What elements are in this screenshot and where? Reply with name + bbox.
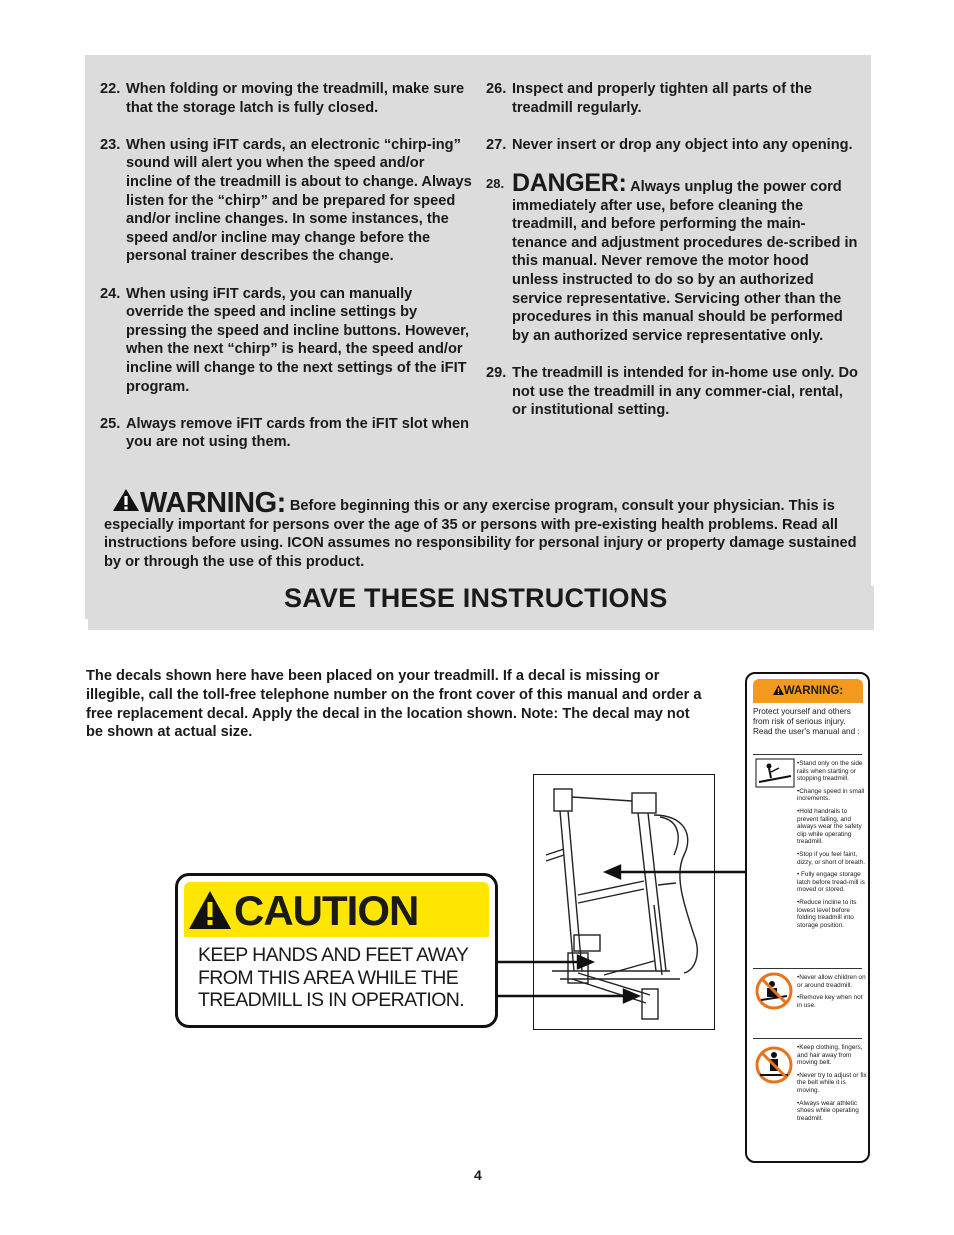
caution-message: KEEP HANDS AND FEET AWAY FROM THIS AREA WHILE THE TREADMILL IS IN OPERATION. [198,944,469,1011]
caution-triangle-icon [188,890,232,930]
warning-decal-intro: Protect yourself and others from risk of serious injury. Read the user's manual and : [753,707,860,736]
instruction-item: 26. Inspect and properly tighten all parts of the treadmill regularly. [486,81,813,116]
danger-item: 28. DANGER: Always unplug the power cord immediately after use, before cleaning the treadmill, and before performing the main-tenance and adjustment procedures de-scribed in this manual. Never remove the motor hood unless instructed to do so by an authorized service representative. Servicing other than the procedures in this manual should be performed by an authorized service representative only. [486,168,858,344]
caution-header [184,882,489,937]
decal-intro-text: The decals shown here have been placed on your treadmill. If a decal is missing or illegible, call the toll-free telephone number on the front cover of this manual and order a free replacement decal. Apply the decal in the location shown. Note: The decal may not be shown at actual size. [86,668,702,741]
warning-notice: WARNING: Before beginning this or any exercise program, consult your physician. This is especially important for persons over the age of 35 or persons with pre-existing health problems. Read all instructions before using. ICON assumes no responsibility for personal injury or property damage sustained by or through the use of this product. [104,487,857,570]
danger-label: DANGER: [512,168,627,197]
warning-label: WARNING: [140,487,286,519]
save-instructions-title: SAVE THESE INSTRUCTIONS [284,583,668,613]
warning-bullets-2: •Never allow children on or around treadmill. •Remove key when not in use. [797,974,866,1009]
warning-decal-header: WARNING: [753,679,863,703]
divider [753,1038,862,1039]
warning-bullets-1: •Stand only on the side rails when starting or stopping treadmill. •Change speed in small increments. •Hold handrails to prevent falling, and always wear the safety clip while operating treadmill. •Stop if you feel faint, dizzy, or short of breath. • Fully engage storage latch before tread-mill is moved or stored. •Reduce incline to its lowest level before folding treadmill into storage position. [797,760,866,929]
instruction-item: 23. When using iFIT cards, an electronic “chirp-ing” sound will alert you when the speed and/or incline of the treadmill is about to change. Always listen for the “chirp” and be prepared for speed and/or incline changes. In some instances, the speed and/or incline may change before the personal trainer describes the change. [100,136,472,265]
divider [753,968,862,969]
caution-title: CAUTION [234,887,419,934]
no-children-icon [755,972,793,1010]
left-column [100,80,472,470]
page-number: 4 [474,1167,482,1183]
moving-belt-hazard-icon [755,1046,793,1084]
instruction-item: 24. When using iFIT cards, you can manually override the speed and incline settings by pressing the speed and incline buttons. However, when the next “chirp” is heard, the speed and/or incline will change to the next settings of the iFIT program. [100,285,470,395]
instruction-item: 25. Always remove iFIT cards from the iFIT slot when you are not using them. [100,415,470,451]
divider [753,754,862,755]
treadmill-illustration [533,774,715,1030]
right-column [486,80,858,438]
warning-bullets-3: •Keep clothing, fingers, and hair away from moving belt. •Never try to adjust or fix the belt while it is moving. •Always wear athletic shoes while operating treadmill. [797,1044,867,1122]
warning-small-triangle-icon [773,685,784,695]
warning-triangle-icon [112,488,140,512]
caution-decal [175,873,498,1028]
warning-decal [745,672,870,1163]
instruction-item: 29. The treadmill is intended for in-home use only. Do not use the treadmill in any commer-cial, rental, or institutional setting. [486,364,858,419]
side-rail-stand-icon [755,758,795,788]
instruction-item: 22. When folding or moving the treadmill, make sure that the storage latch is fully closed. [100,81,465,116]
treadmill-drawing [534,775,714,1029]
instruction-item: 27. Never insert or drop any object into any opening. [486,136,853,153]
